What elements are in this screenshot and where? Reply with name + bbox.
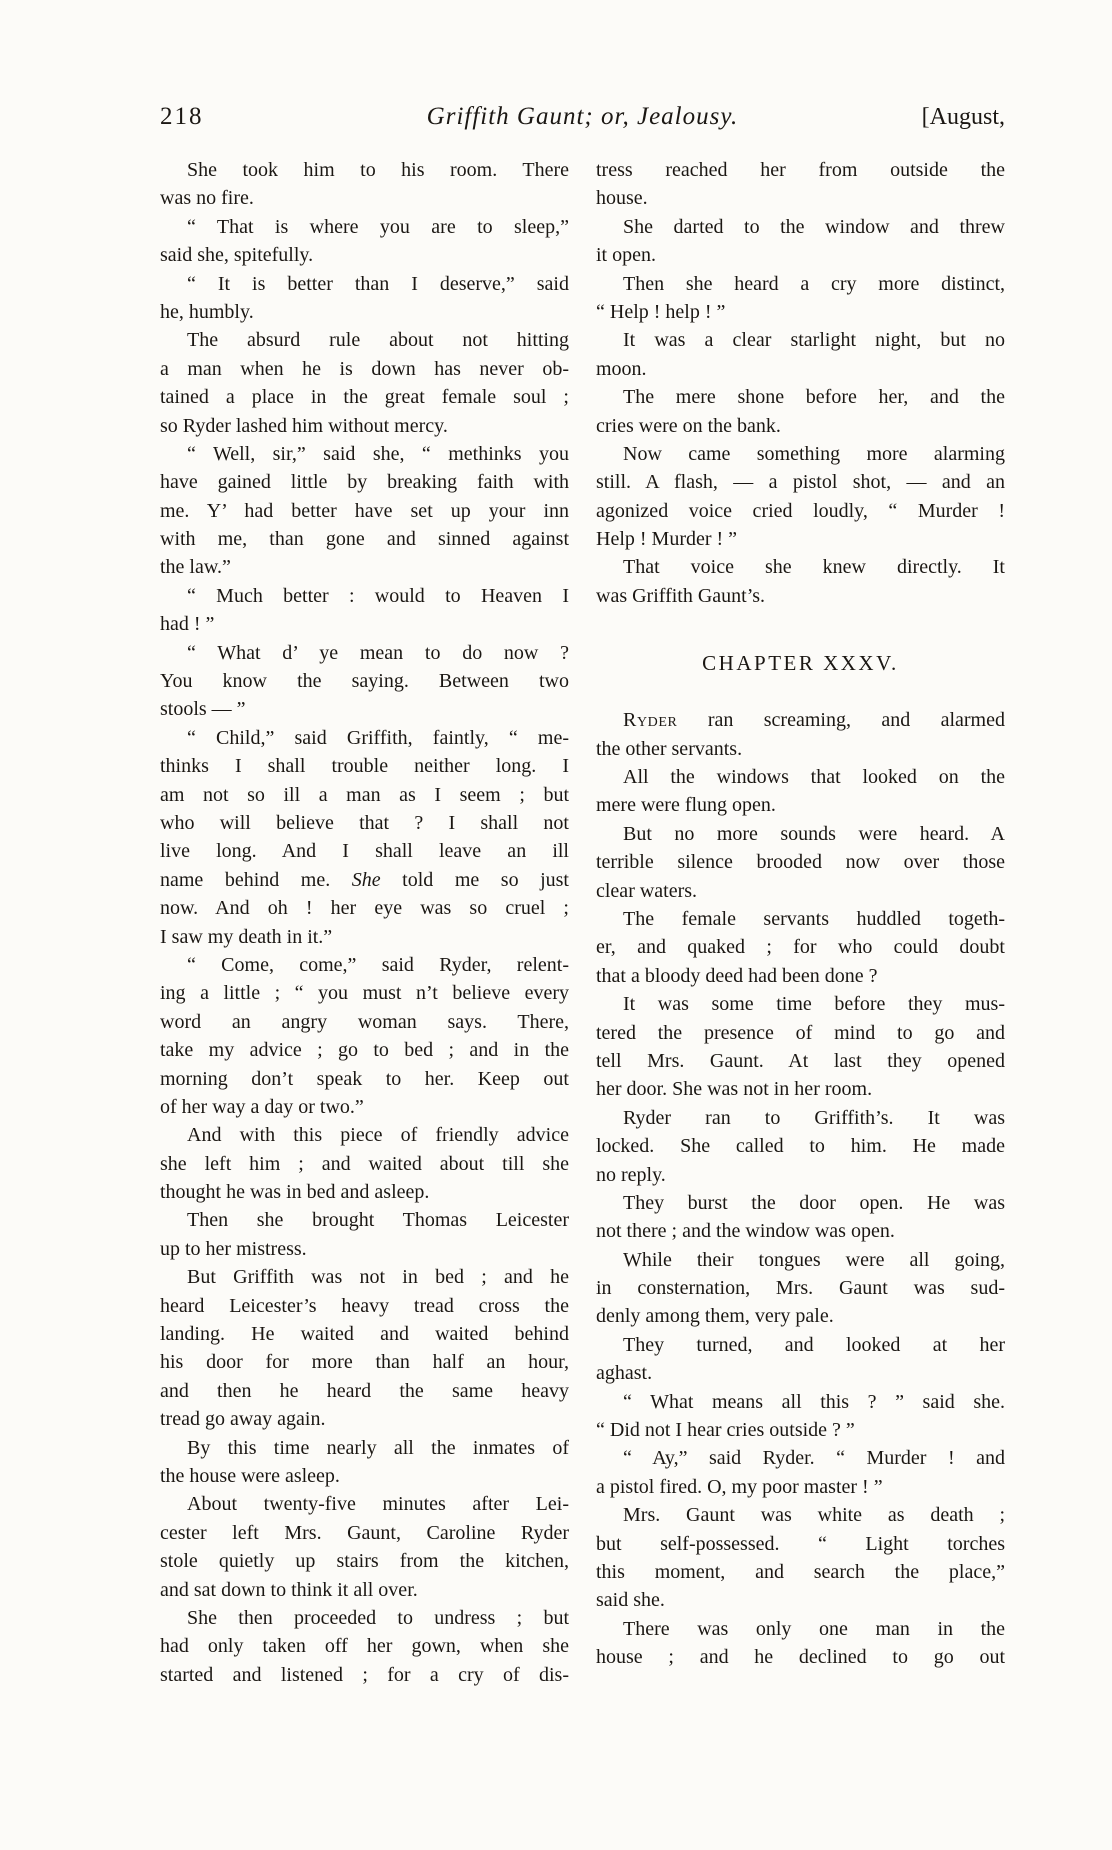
text-line: so Ryder lashed him without mercy. xyxy=(160,414,448,437)
text-line: “ Did not I hear cries outside ? ” xyxy=(596,1419,855,1442)
text-line: She took him to his room. There xyxy=(187,159,569,181)
text-line: of her way a day or two.” xyxy=(160,1095,364,1118)
text-line: terrible silence brooded now over those xyxy=(596,851,1005,874)
text-line: “ Help ! help ! ” xyxy=(596,300,726,323)
text-line: her door. She was not in her room. xyxy=(596,1078,873,1101)
text-line: The mere shone before her, and the xyxy=(623,386,1005,409)
text-line: morning don’t speak to her. Keep out xyxy=(160,1067,569,1090)
text-line: “ Ay,” said Ryder. “ Murder ! and xyxy=(623,1447,1005,1470)
text-line: the law.” xyxy=(160,556,231,579)
text-line: who will believe that ? I shall not xyxy=(160,811,569,834)
text-line: a man when he is down has never ob- xyxy=(160,357,569,380)
text-line: live long. And I shall leave an ill xyxy=(160,840,569,863)
text-column-right xyxy=(596,156,1005,1689)
text-line: had ! ” xyxy=(160,613,215,636)
text-line: “ Much better : would to Heaven I xyxy=(187,584,569,607)
text-line: cester left Mrs. Gaunt, Caroline Ryder xyxy=(160,1521,569,1544)
text-line: and then he heard the same heavy xyxy=(160,1379,569,1402)
text-line: it open. xyxy=(596,244,656,267)
text-line: no reply. xyxy=(596,1163,666,1186)
text-line: The absurd rule about not hitting xyxy=(187,329,569,352)
text-line: heard Leicester’s heavy tread cross the xyxy=(160,1294,569,1317)
text-line: tained a place in the great female soul ; xyxy=(160,386,569,409)
text-line: mere were flung open. xyxy=(596,794,776,817)
text-line: It was a clear starlight night, but no xyxy=(623,329,1005,352)
text-line: “ It is better than I deserve,” said xyxy=(187,272,569,295)
text-line: not there ; and the window was open. xyxy=(596,1220,895,1243)
text-line: ing a little ; “ you must n’t believe every xyxy=(160,982,569,1005)
text-line: aghast. xyxy=(596,1362,653,1385)
text-line: I saw my death in it.” xyxy=(160,925,333,948)
text-line: started and listened ; for a cry of dis- xyxy=(160,1663,569,1686)
text-line: They burst the door open. He was xyxy=(623,1191,1005,1214)
text-column-left xyxy=(160,156,569,1689)
text-line: and sat down to think it all over. xyxy=(160,1578,418,1601)
text-line: with me, than gone and sinned against xyxy=(160,528,569,551)
text-line: was Griffith Gaunt’s. xyxy=(596,584,766,607)
text-line: am not so ill a man as I seem ; but xyxy=(160,783,569,806)
text-line: tered the presence of mind to go and xyxy=(596,1021,1005,1044)
page-number: 218 xyxy=(160,103,204,130)
book-title: Griffith Gaunt; or, Jealousy. xyxy=(426,103,739,130)
text-line: “ That is where you are to sleep,” xyxy=(187,215,569,238)
text-line: stools — ” xyxy=(160,698,246,721)
text-line: was no fire. xyxy=(160,187,254,210)
text-line: but self-possessed. “ Light torches xyxy=(596,1532,1005,1555)
text-line: That voice she knew directly. It xyxy=(623,556,1005,579)
text-line: house ; and he declined to go out xyxy=(596,1646,1005,1669)
text-line: Then she heard a cry more distinct, xyxy=(623,272,1005,295)
text-line: she left him ; and waited about till she xyxy=(160,1152,569,1175)
text-line: Mrs. Gaunt was white as death ; xyxy=(623,1504,1005,1527)
text-line: “ Child,” said Griffith, faintly, “ me- xyxy=(187,726,569,749)
text-line: About twenty-five minutes after Lei- xyxy=(187,1493,569,1516)
text-line: tread go away again. xyxy=(160,1408,326,1431)
text-line: They turned, and looked at her xyxy=(623,1333,1005,1356)
text-line: thinks I shall trouble neither long. I xyxy=(160,755,569,778)
text-line: his door for more than half an hour, xyxy=(160,1351,569,1374)
text-line: have gained little by breaking faith with xyxy=(160,471,569,494)
text-line: All the windows that looked on the xyxy=(623,766,1005,789)
text-line: And with this piece of friendly advice xyxy=(187,1124,569,1147)
text-line: Help ! Murder ! ” xyxy=(596,528,738,551)
text-line: The female servants huddled togeth- xyxy=(623,907,1005,930)
text-line: the other servants. xyxy=(596,737,743,760)
text-line: a pistol fired. O, my poor master ! ” xyxy=(596,1475,883,1498)
text-line: moon. xyxy=(596,357,647,380)
text-line: said she. xyxy=(596,1589,665,1612)
text-line: “ Come, come,” said Ryder, relent- xyxy=(187,953,569,976)
text-line: in consternation, Mrs. Gaunt was sud- xyxy=(596,1277,1005,1300)
text-line: he, humbly. xyxy=(160,300,254,323)
text-line: word an angry woman says. There, xyxy=(160,1010,569,1033)
text-line: She darted to the window and threw xyxy=(623,215,1005,238)
text-line: denly among them, very pale. xyxy=(596,1305,834,1328)
text-line: By this time nearly all the inmates of xyxy=(187,1436,569,1459)
text-line: er, and quaked ; for who could doubt xyxy=(596,936,1005,959)
text-line: still. A flash, — a pistol shot, — and an xyxy=(596,471,1005,494)
text-line: had only taken off her gown, when she xyxy=(160,1635,569,1658)
text-line: But Griffith was not in bed ; and he xyxy=(187,1266,569,1289)
text-line: stole quietly up stairs from the kitchen, xyxy=(160,1550,569,1573)
text-line: locked. She called to him. He made xyxy=(596,1135,1005,1158)
text-line: Now came something more alarming xyxy=(623,442,1005,465)
text-line: cries were on the bank. xyxy=(596,414,781,437)
text-line: “ What d’ ye mean to do now ? xyxy=(187,641,569,664)
text-line: this moment, and search the place,” xyxy=(596,1560,1005,1583)
text-line: house. xyxy=(596,187,648,210)
chapter-heading: CHAPTER XXXV. xyxy=(702,651,899,676)
text-line: But no more sounds were heard. A xyxy=(623,822,1005,845)
text-line: up to her mistress. xyxy=(160,1237,307,1260)
running-head xyxy=(160,100,1005,134)
text-line: It was some time before they mus- xyxy=(623,993,1005,1016)
text-line: She then proceeded to undress ; but xyxy=(187,1606,569,1629)
issue-label: [August, xyxy=(921,104,1005,130)
text-line: agonized voice cried loudly, “ Murder ! xyxy=(596,499,1005,522)
text-line: tell Mrs. Gaunt. At last they opened xyxy=(596,1049,1005,1072)
text-line: now. And oh ! her eye was so cruel ; xyxy=(160,897,569,920)
text-line: Ryder ran to Griffith’s. It was xyxy=(623,1106,1005,1129)
text-line: tress reached her from outside the xyxy=(596,159,1005,181)
text-line: me. Y’ had better have set up your inn xyxy=(160,499,569,522)
text-line: While their tongues were all going, xyxy=(623,1248,1005,1271)
text-line: Then she brought Thomas Leicester xyxy=(187,1209,569,1232)
text-line: that a bloody deed had been done ? xyxy=(596,964,878,987)
page-body xyxy=(160,156,1005,1689)
text-line: thought he was in bed and asleep. xyxy=(160,1181,430,1204)
text-line: You know the saying. Between two xyxy=(160,670,569,693)
text-line: the house were asleep. xyxy=(160,1464,340,1487)
text-line: “ Well, sir,” said she, “ methinks you xyxy=(187,442,569,465)
text-line: landing. He waited and waited behind xyxy=(160,1323,569,1346)
text-line: said she, spitefully. xyxy=(160,244,314,267)
text-line: There was only one man in the xyxy=(623,1617,1005,1640)
text-line: “ What means all this ? ” said she. xyxy=(623,1390,1005,1413)
text-line: Ryder ran screaming, and alarmed xyxy=(623,709,1005,732)
text-line: clear waters. xyxy=(596,879,698,902)
text-line: take my advice ; go to bed ; and in the xyxy=(160,1039,569,1062)
text-line: name behind me. She told me so just xyxy=(160,868,569,891)
